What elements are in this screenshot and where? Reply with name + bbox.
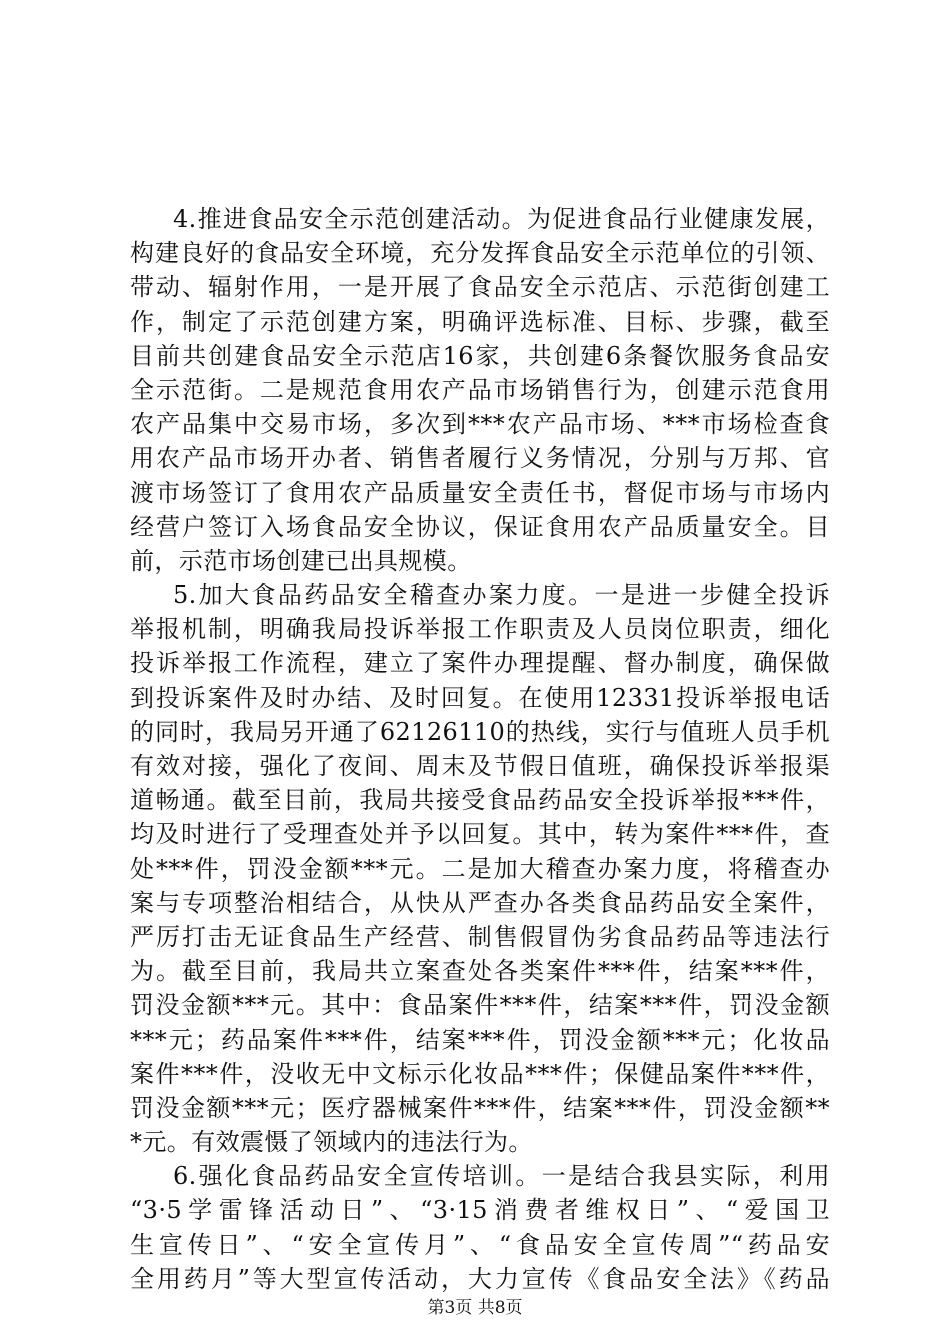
paragraph-line: 到投诉案件及时办结、及时回复。在使用12331投诉举报电话 bbox=[130, 683, 830, 712]
paragraph-line: ***元；药品案件***件，结案***件，罚没金额***元；化妆品 bbox=[130, 1025, 830, 1054]
paragraph-line: 投诉举报工作流程，建立了案件办理提醒、督办制度，确保做 bbox=[130, 649, 830, 678]
paragraph-line: 案与专项整治相结合，从快从严查办各类食品药品安全案件， bbox=[130, 888, 830, 917]
paragraph-4 bbox=[130, 202, 830, 578]
paragraph-line: 均及时进行了受理查处并予以回复。其中，转为案件***件，查 bbox=[130, 820, 830, 849]
paragraph-line: 罚没金额***元；医疗器械案件***件，结案***件，罚没金额** bbox=[130, 1093, 830, 1122]
paragraph-line: 经营户签订入场食品安全协议，保证食用农产品质量安全。目 bbox=[130, 512, 830, 541]
paragraph-line: 构建良好的食品安全环境，充分发挥食品安全示范单位的引领、 bbox=[130, 239, 830, 268]
paragraph-line: 罚没金额***元。其中：食品案件***件，结案***件，罚没金额 bbox=[130, 991, 830, 1020]
page-number: 第3页 共8页 bbox=[427, 1298, 523, 1318]
paragraph-line: 5.加大食品药品安全稽查办案力度。一是进一步健全投诉 bbox=[173, 581, 830, 610]
page-footer bbox=[0, 1293, 950, 1318]
paragraph-line: 的同时，我局另开通了62126110的热线，实行与值班人员手机 bbox=[130, 717, 830, 746]
paragraph-line: 全示范街。二是规范食用农产品市场销售行为，创建示范食用 bbox=[130, 375, 830, 404]
paragraph-line: 带动、辐射作用，一是开展了食品安全示范店、示范街创建工 bbox=[130, 273, 830, 302]
paragraph-line: 用农产品市场开办者、销售者履行义务情况，分别与万邦、官 bbox=[130, 444, 830, 473]
paragraph-line: 道畅通。截至目前，我局共接受食品药品安全投诉举报***件， bbox=[130, 786, 830, 815]
paragraph-line: 4.推进食品安全示范创建活动。为促进食品行业健康发展， bbox=[173, 205, 830, 233]
paragraph-line: 案件***件，没收无中文标示化妆品***件；保健品案件***件， bbox=[130, 1059, 830, 1088]
paragraph-line: *元。有效震慑了领域内的违法行为。 bbox=[130, 1128, 533, 1157]
paragraph-6 bbox=[130, 1159, 830, 1296]
paragraph-line: 生宣传日”、“安全宣传月”、“食品安全宣传周”“药品安 bbox=[130, 1230, 830, 1259]
paragraph-line: 前，示范市场创建已出具规模。 bbox=[130, 546, 472, 575]
paragraph-line: 6.强化食品药品安全宣传培训。一是结合我县实际，利用 bbox=[173, 1162, 830, 1191]
paragraph-line: 处***件，罚没金额***元。二是加大稽查办案力度，将稽查办 bbox=[130, 854, 830, 883]
paragraph-line: 农产品集中交易市场，多次到***农产品市场、***市场检查食 bbox=[130, 410, 830, 439]
paragraph-5 bbox=[130, 578, 830, 1159]
paragraph-line: 有效对接，强化了夜间、周末及节假日值班，确保投诉举报渠 bbox=[130, 752, 830, 780]
paragraph-line: 目前共创建食品安全示范店16家，共创建6条餐饮服务食品安 bbox=[130, 341, 830, 370]
paragraph-line: “3·5学雷锋活动日”、“3·15消费者维权日”、“爱国卫 bbox=[130, 1196, 830, 1225]
paragraph-line: 为。截至目前，我局共立案查处各类案件***件，结案***件， bbox=[130, 957, 830, 986]
document-body bbox=[130, 202, 830, 1296]
paragraph-line: 全用药月”等大型宣传活动，大力宣传《食品安全法》《药品 bbox=[130, 1264, 830, 1293]
paragraph-line: 作，制定了示范创建方案，明确评选标准、目标、步骤，截至 bbox=[130, 307, 830, 336]
paragraph-line: 渡市场签订了食用农产品质量安全责任书，督促市场与市场内 bbox=[130, 478, 830, 507]
paragraph-line: 举报机制，明确我局投诉举报工作职责及人员岗位职责，细化 bbox=[130, 615, 830, 644]
paragraph-line: 严厉打击无证食品生产经营、制售假冒伪劣食品药品等违法行 bbox=[130, 922, 830, 951]
